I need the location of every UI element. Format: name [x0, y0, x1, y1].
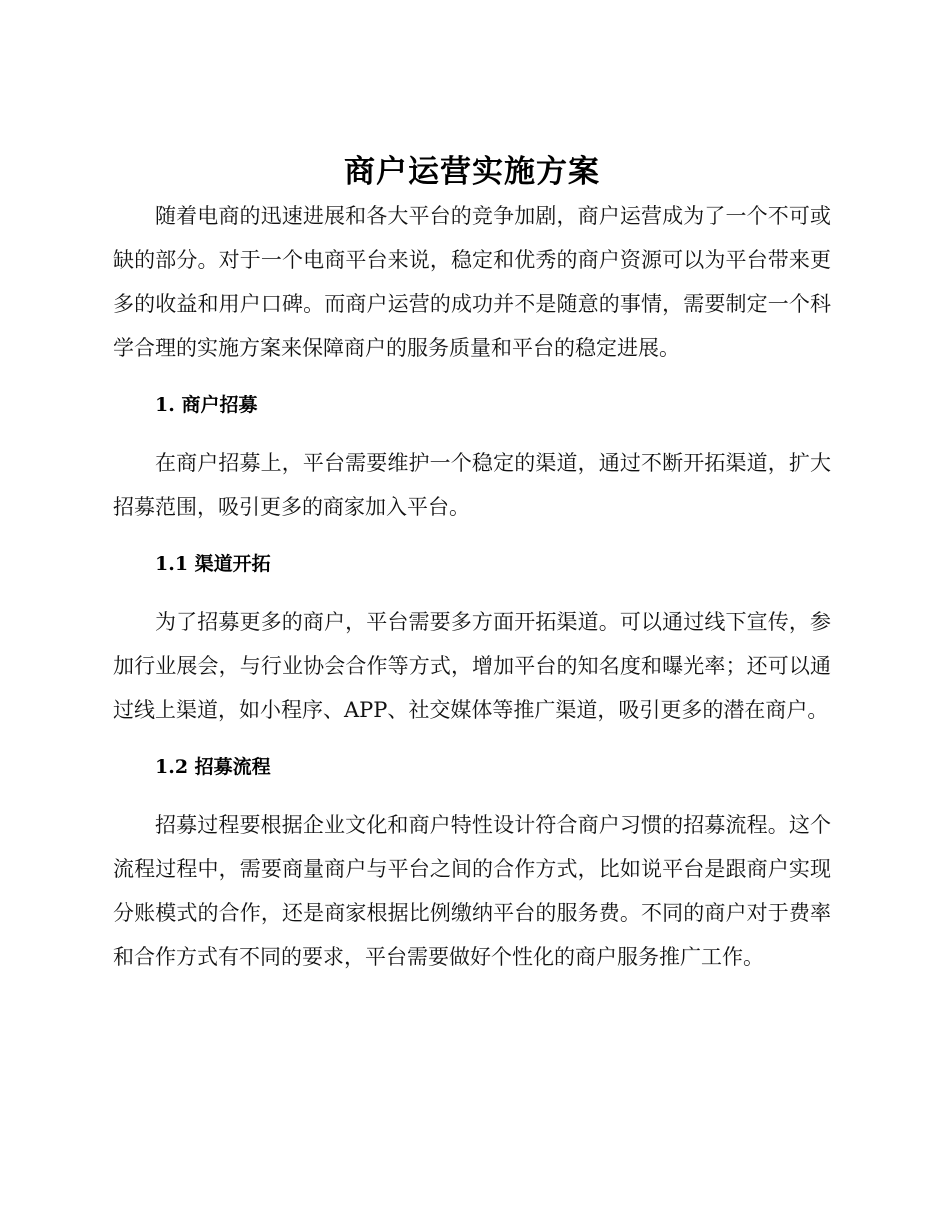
section-body-recruitment: 在商户招募上，平台需要维护一个稳定的渠道，通过不断开拓渠道，扩大招募范围，吸引更多的商家加入平台。 — [113, 451, 831, 519]
section-heading-recruitment-process: 1.2 招募流程 — [155, 756, 271, 778]
section-body-channel-expansion: 为了招募更多的商户，平台需要多方面开拓渠道。可以通过线下宣传，参加行业展会，与行业协会合作等方式，增加平台的知名度和曝光率；还可以通过线上渠道，如小程序、APP、社交媒体等推广渠道，吸引更多的潜在商户。 — [113, 610, 831, 722]
intro-paragraph: 随着电商的迅速进展和各大平台的竞争加剧，商户运营成为了一个不可或缺的部分。对于一个电商平台来说，稳定和优秀的商户资源可以为平台带来更多的收益和用户口碑。而商户运营的成功并不是随意的事情，需要制定一个科学合理的实施方案来保障商户的服务质量和平台的稳定进展。 — [113, 204, 831, 360]
section-heading-channel-expansion: 1.1 渠道开拓 — [155, 553, 271, 575]
section-heading-recruitment: 1. 商户招募 — [155, 394, 258, 416]
document-title: 商户运营实施方案 — [344, 154, 600, 190]
document-page — [113, 150, 831, 979]
section-body-recruitment-process: 招募过程要根据企业文化和商户特性设计符合商户习惯的招募流程。这个流程过程中，需要商量商户与平台之间的合作方式，比如说平台是跟商户实现分账模式的合作，还是商家根据比例缴纳平台的服务费。不同的商户对于费率和合作方式有不同的要求，平台需要做好个性化的商户服务推广工作。 — [113, 813, 831, 969]
